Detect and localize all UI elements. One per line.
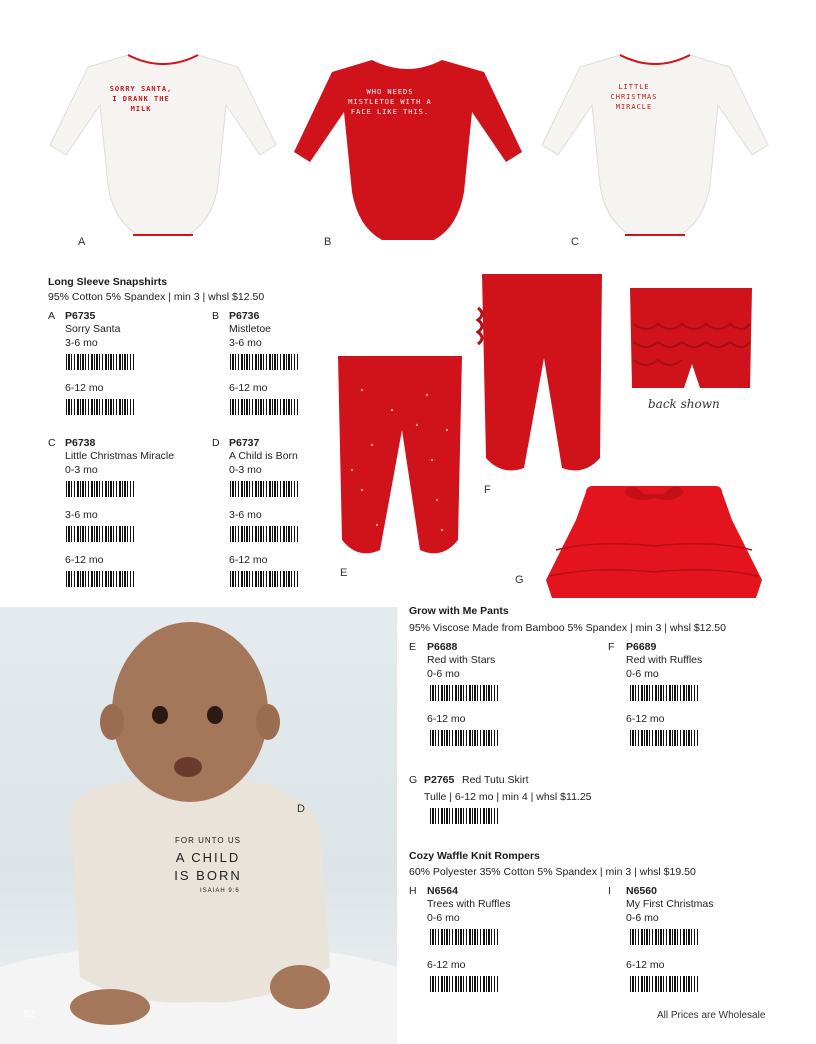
- snapshirts-title: Long Sleeve Snapshirts: [48, 276, 168, 288]
- rompers-title: Cozy Waffle Knit Rompers: [409, 850, 540, 862]
- item-c-sku: P6738: [65, 437, 96, 449]
- item-i-size-1: 0-6 mo: [626, 912, 659, 924]
- item-b-letter: B: [212, 310, 220, 322]
- back-shown-caption: back shown: [648, 397, 720, 411]
- item-e-name: Red with Stars: [427, 654, 496, 666]
- item-i-letter: I: [608, 885, 611, 897]
- item-g-name: Red Tutu Skirt: [462, 774, 529, 786]
- pants-subtitle: 95% Viscose Made from Bamboo 5% Spandex | min 3 | whsl $12.50: [409, 622, 726, 634]
- item-i-name: My First Christmas: [626, 898, 714, 910]
- item-f-sku: P6689: [626, 641, 657, 653]
- item-h-size-1: 0-6 mo: [427, 912, 460, 924]
- barcode: [230, 526, 298, 548]
- pants-e-image: [332, 350, 468, 562]
- item-c-size-2: 3-6 mo: [65, 509, 98, 521]
- item-f-size-1: 0-6 mo: [626, 668, 659, 680]
- item-a-letter: A: [48, 310, 56, 322]
- item-h-sku: N6564: [427, 885, 458, 897]
- item-e-size-1: 0-6 mo: [427, 668, 460, 680]
- item-b-size-2: 6-12 mo: [229, 382, 268, 394]
- label-f: F: [484, 484, 491, 496]
- photo-print-small: FOR UNTO US: [175, 836, 241, 845]
- item-h-size-2: 6-12 mo: [427, 959, 466, 971]
- item-g-detail: Tulle | 6-12 mo | min 4 | whsl $11.25: [424, 791, 592, 803]
- bodysuit-a-print: SORRY SANTA, I DRANK THE MILK: [109, 85, 173, 113]
- barcode: [66, 571, 134, 593]
- item-i-size-2: 6-12 mo: [626, 959, 665, 971]
- label-g: G: [515, 574, 524, 586]
- page-number: 52: [24, 1009, 36, 1020]
- snapshirts-subtitle: 95% Cotton 5% Spandex | min 3 | whsl $12.50: [48, 291, 265, 303]
- barcode: [630, 976, 698, 998]
- item-e-sku: P6688: [427, 641, 458, 653]
- item-c-size-3: 6-12 mo: [65, 554, 104, 566]
- barcode: [66, 399, 134, 421]
- bodysuit-b-print: WHO NEEDS MISTLETOE WITH A FACE LIKE THIS.: [348, 88, 432, 116]
- wholesale-note: All Prices are Wholesale: [657, 1010, 766, 1021]
- barcode: [230, 354, 298, 376]
- item-c-name: Little Christmas Miracle: [65, 450, 175, 462]
- item-g-letter: G: [409, 774, 418, 786]
- label-e: E: [340, 567, 348, 579]
- item-c-letter: C: [48, 437, 56, 449]
- item-d-size-3: 6-12 mo: [229, 554, 268, 566]
- item-e-letter: E: [409, 641, 417, 653]
- bodysuit-b-image: [292, 52, 524, 252]
- item-f-name: Red with Ruffles: [626, 654, 703, 666]
- barcode: [630, 730, 698, 752]
- item-f-letter: F: [608, 641, 615, 653]
- barcode: [66, 354, 134, 376]
- item-a-size-2: 6-12 mo: [65, 382, 104, 394]
- item-e-size-2: 6-12 mo: [427, 713, 466, 725]
- item-a-name: Sorry Santa: [65, 323, 121, 335]
- item-d-letter: D: [212, 437, 220, 449]
- bodysuit-c-image: [540, 45, 770, 250]
- item-d-size-1: 0-3 mo: [229, 464, 262, 476]
- item-f-size-2: 6-12 mo: [626, 713, 665, 725]
- label-d: D: [297, 803, 305, 815]
- label-a: A: [78, 236, 86, 248]
- item-a-sku: P6735: [65, 310, 96, 322]
- barcode: [430, 929, 498, 951]
- tutu-g-image: [536, 480, 772, 608]
- item-a-size-1: 3-6 mo: [65, 337, 98, 349]
- barcode: [630, 929, 698, 951]
- barcode: [230, 571, 298, 593]
- barcode: [430, 808, 498, 830]
- photo-print-verse: ISAIAH 9:6: [200, 888, 240, 894]
- barcode: [430, 730, 498, 752]
- item-d-name: A Child is Born: [229, 450, 298, 462]
- barcode: [230, 481, 298, 503]
- barcode: [430, 976, 498, 998]
- item-g-sku: P2765: [424, 774, 455, 786]
- item-b-sku: P6736: [229, 310, 260, 322]
- barcode: [230, 399, 298, 421]
- barcode: [630, 685, 698, 707]
- item-d-sku: P6737: [229, 437, 260, 449]
- item-b-name: Mistletoe: [229, 323, 272, 335]
- baby-photo: [0, 607, 397, 1044]
- item-d-size-2: 3-6 mo: [229, 509, 262, 521]
- label-c: C: [571, 236, 579, 248]
- pants-title: Grow with Me Pants: [409, 605, 509, 617]
- item-h-name: Trees with Ruffles: [427, 898, 511, 910]
- bodysuit-a-image: [48, 45, 278, 250]
- label-b: B: [324, 236, 332, 248]
- ruffle-back-image: [626, 284, 756, 394]
- item-c-size-1: 0-3 mo: [65, 464, 98, 476]
- rompers-subtitle: 60% Polyester 35% Cotton 5% Spandex | min 3 | whsl $19.50: [409, 866, 696, 878]
- barcode: [66, 526, 134, 548]
- barcode: [430, 685, 498, 707]
- barcode: [66, 481, 134, 503]
- baby-illustration: [0, 607, 397, 1044]
- pants-f-image: [474, 268, 610, 478]
- photo-print-big: A CHILD IS BORN: [174, 850, 242, 883]
- item-i-sku: N6560: [626, 885, 657, 897]
- item-b-size-1: 3-6 mo: [229, 337, 262, 349]
- item-h-letter: H: [409, 885, 417, 897]
- bodysuit-c-print: LITTLE CHRISTMAS MIRACLE: [610, 83, 658, 111]
